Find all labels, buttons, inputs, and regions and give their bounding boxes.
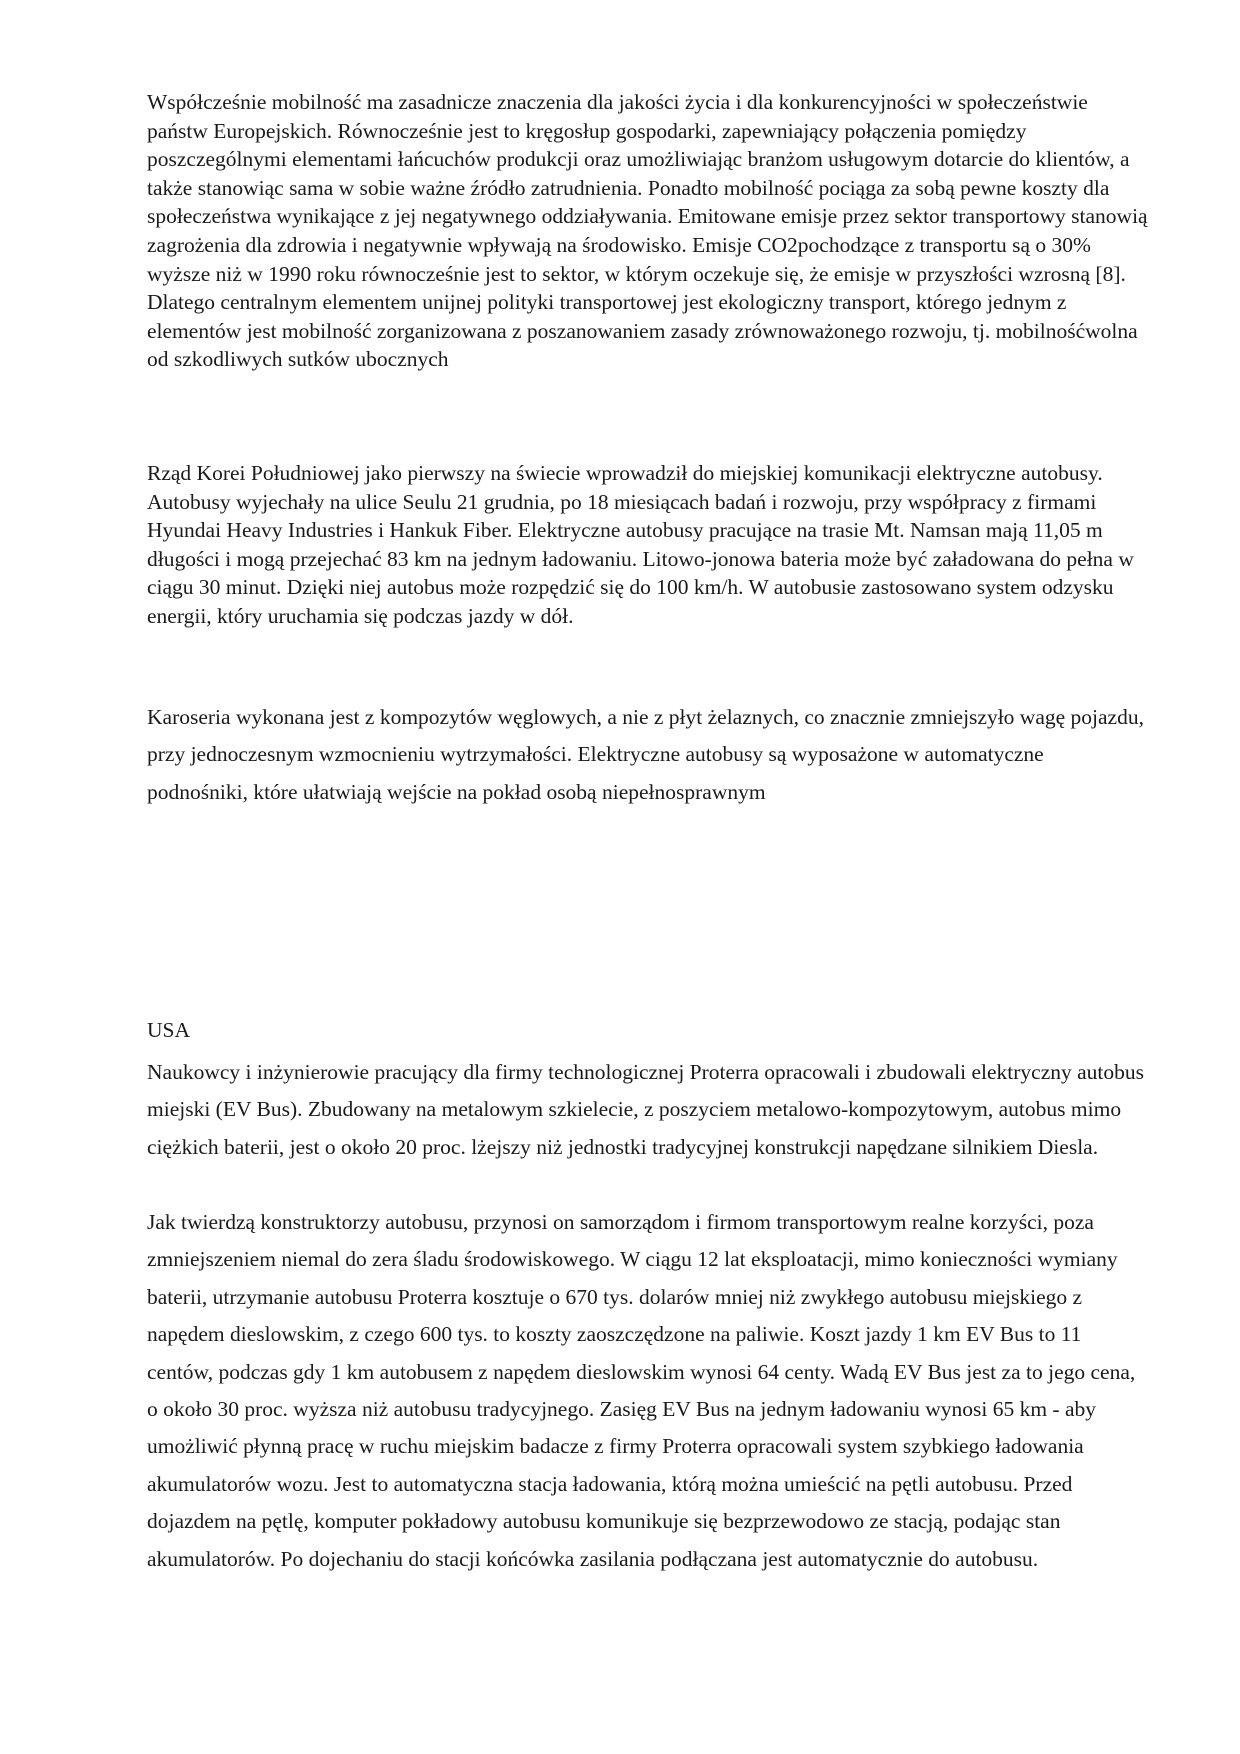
section-heading-usa: USA xyxy=(147,1018,191,1042)
paragraph-proterra-costs: Jak twierdzą konstruktorzy autobusu, przynosi on samorządom i firmom transportowym realne korzyści, poza zmniejszeniem niemal do zera śladu środowiskowego. W ciągu 12 lat eksploatacji, mimo konieczności wymiany baterii, utrzymanie autobusu Proterra kosztuje o 670 tys. dolarów mniej niż zwykłego autobusu miejskiego z napędem dieslowskim, z czego 600 tys. to koszty zaoszczędzone na paliwie. Koszt jazdy 1 km EV Bus to 11 centów, podczas gdy 1 km autobusem z napędem dieslowskim wynosi 64 centy. Wadą EV Bus jest za to jego cena, o około 30 proc. wyższa niż autobusu tradycyjnego. Zasięg EV Bus na jednym ładowaniu wynosi 65 km - aby umożliwić płynną pracę w ruchu miejskim badacze z firmy Proterra opracowali system szybkiego ładowania akumulatorów wozu. Jest to automatyczna stacja ładowania, którą można umieścić na pętli autobusu. Przed dojazdem na pętlę, komputer pokładowy autobusu komunikuje się bezprzewodowo ze stacją, podając stan akumulatorów. Po dojechaniu do stacji końcówka zasilania podłączana jest automatycznie do autobusu. xyxy=(147,1210,1136,1571)
paragraph-body-composites: Karoseria wykonana jest z kompozytów węglowych, a nie z płyt żelaznych, co znacznie zmniejszyło wagę pojazdu, przy jednoczesnym wzmocnieniu wytrzymałości. Elektryczne autobusy są wyposażone w automatyczne podnośniki, które ułatwiają wejście na pokład osobą niepełnosprawnym xyxy=(147,705,1144,804)
paragraph-korea-electric-buses: Rząd Korei Południowej jako pierwszy na świecie wprowadził do miejskiej komunikacji elektryczne autobusy. Autobusy wyjechały na ulice Seulu 21 grudnia, po 18 miesiącach badań i rozwoju, przy współpracy z firmami Hyundai Heavy Industries i Hankuk Fiber. Elektryczne autobusy pracujące na trasie Mt. Namsan mają 11,05 m długości i mogą przejechać 83 km na jednym ładowaniu. Litowo-jonowa bateria może być załadowana do pełna w ciągu 30 minut. Dzięki niej autobus może rozpędzić się do 100 km/h. W autobusie zastosowano system odzysku energii, który uruchamia się podczas jazdy w dół. xyxy=(147,461,1134,628)
paragraph-mobility-europe: Współcześnie mobilność ma zasadnicze znaczenia dla jakości życia i dla konkurencyjności w społeczeństwie państw Europejskich. Równocześnie jest to kręgosłup gospodarki, zapewniający połączenia pomiędzy poszczególnymi elementami łańcuchów produkcji oraz umożliwiając branżom usługowym dotarcie do klientów, a także stanowiąc sama w sobie ważne źródło zatrudnienia. Ponadto mobilność pociąga za sobą pewne koszty dla społeczeństwa wynikające z jej negatywnego oddziaływania. Emitowane emisje przez sektor transportowy stanowią zagrożenia dla zdrowia i negatywnie wpływają na środowisko. Emisje CO2pochodzące z transportu są o 30% wyższe niż w 1990 roku równocześnie jest to sektor, w którym oczekuje się, że emisje w przyszłości wzrosną [8]. Dlatego centralnym elementem unijnej polityki transportowej jest ekologiczny transport, którego jednym z elementów jest mobilność zorganizowana z poszanowaniem zasady zrównoważonego rozwoju, tj. mobilnośćwolna od szkodliwych sutków ubocznych xyxy=(147,90,1148,372)
paragraph-proterra-ev-bus: Naukowcy i inżynierowie pracujący dla firmy technologicznej Proterra opracowali i zbudowali elektryczny autobus miejski (EV Bus). Zbudowany na metalowym szkielecie, z poszyciem metalowo-kompozytowym, autobus mimo ciężkich baterii, jest o około 20 proc. lżejszy niż jednostki tradycyjnej konstrukcji napędzane silnikiem Diesla. xyxy=(147,1060,1144,1159)
